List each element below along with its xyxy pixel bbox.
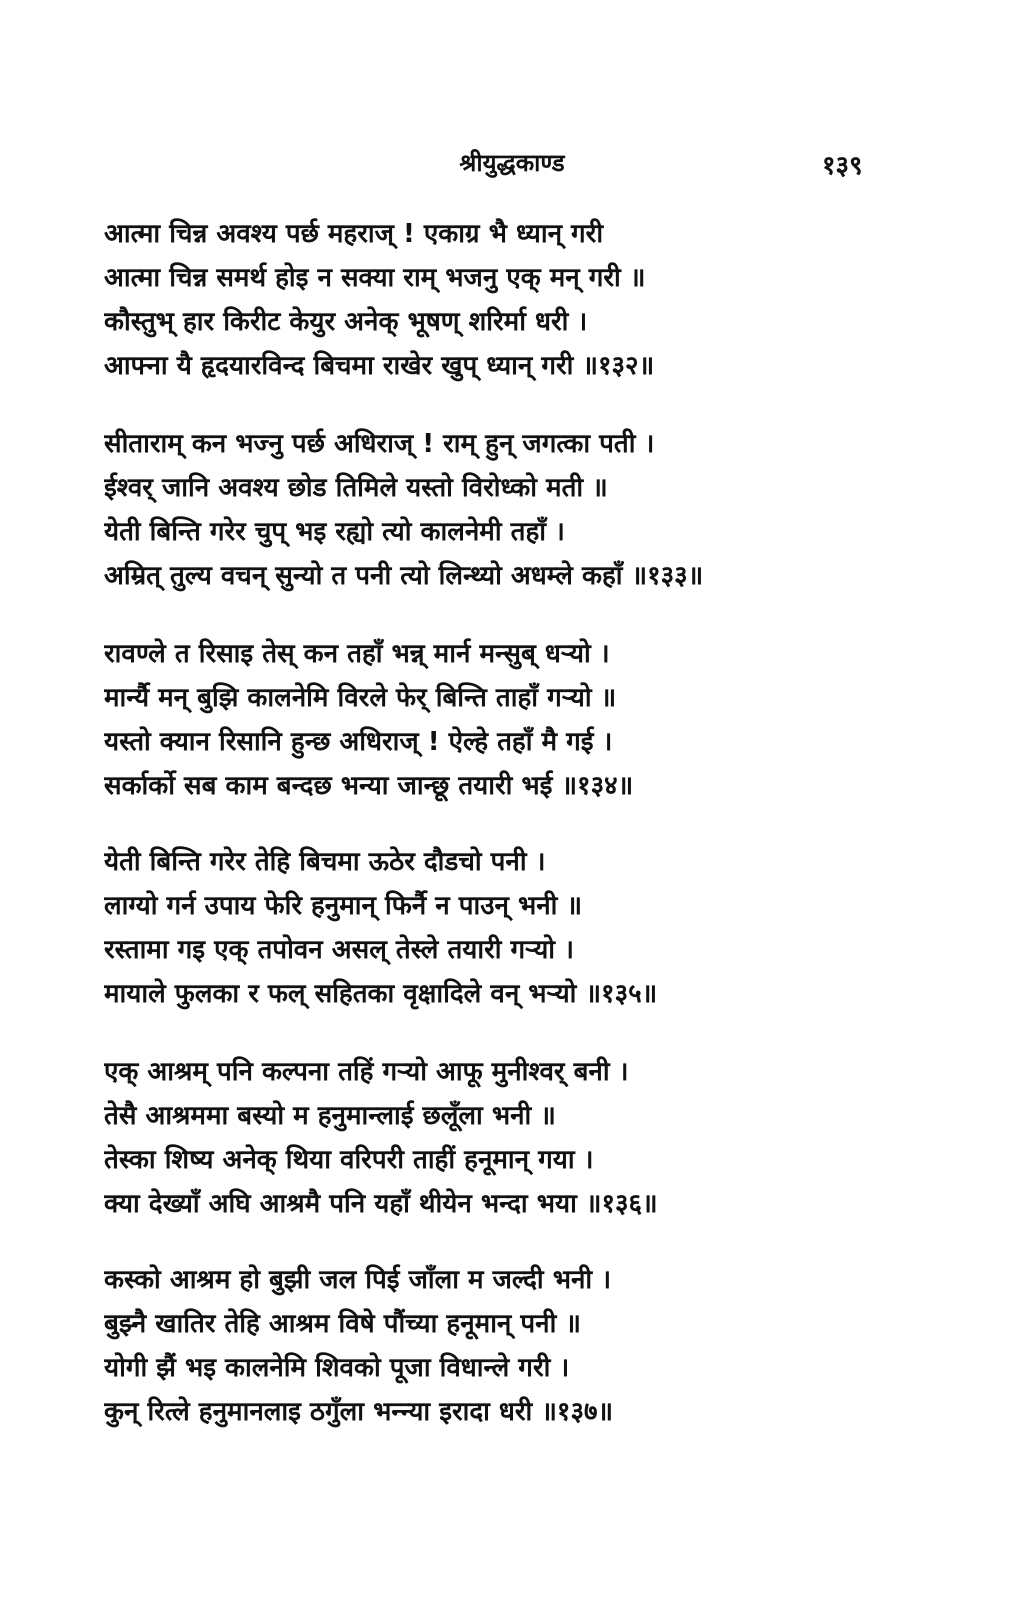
verse-line: कस्को आश्रम हो बुझी जल पिई जाँला म जल्दी भनी ।: [104, 1265, 612, 1295]
verse-line: रावण्ले त रिसाइ तेस् कन तहाँ भन्न् मार्न मन्सुब् धर्‍यो ।: [104, 639, 610, 669]
verse-line: अम्रित् तुल्य वचन् सुन्यो त पनी त्यो लिन्थ्यो अधम्ले कहाँ ॥१३३॥: [104, 561, 704, 591]
verse-line: सीताराम् कन भज्नु पर्छ अधिराज् ! राम् हुन् जगत्का पती ।: [104, 429, 655, 459]
verse-line: आत्मा चिन्न समर्थ होइ न सक्या राम् भजनु एक् मन् गरी ॥: [104, 263, 646, 293]
verse-line: ईश्वर् जानि अवश्य छोड तिमिले यस्तो विरोध्को मती ॥: [104, 473, 608, 503]
verse-line: येती बिन्ति गरेर चुप् भइ रह्यो त्यो कालनेमी तहाँ ।: [104, 517, 565, 547]
verse-line: सर्कार्को सब काम बन्दछ भन्या जान्छू तयारी भई ॥१३४॥: [104, 771, 634, 801]
verse-135: [104, 840, 869, 1016]
verse-line: क्या देख्याँ अघि आश्रमै पनि यहाँ थीयेन भन्दा भया ॥१३६॥: [104, 1189, 658, 1219]
verse-137: [104, 1258, 869, 1434]
verse-line: कौस्तुभ् हार किरीट केयुर अनेक् भूषण् शरिर्मा धरी ।: [104, 307, 588, 337]
verse-line: मायाले फुलका र फल् सहितका वृक्षादिले वन् भर्‍यो ॥१३५॥: [104, 979, 658, 1009]
verse-line: येती बिन्ति गरेर तेहि बिचमा ऊठेर दौडचो पनी ।: [104, 847, 546, 877]
verse-line: लाग्यो गर्न उपाय फेरि हनुमान् फिर्नै न पाउन् भनी ॥: [104, 891, 583, 921]
verse-line: योगी झैं भइ कालनेमि शिवको पूजा विधान्ले गरी ।: [104, 1353, 570, 1383]
verse-132: [104, 212, 869, 388]
verse-line: कुन् रित्ले हनुमानलाइ ठगुँला भन्न्या इरादा धरी ॥१३७॥: [104, 1397, 614, 1427]
verse-line: मार्न्यै मन् बुझि कालनेमि विरले फेर् बिन्ति ताहाँ गर्‍यो ॥: [104, 683, 617, 713]
verse-line: आफ्ना यै हृदयारविन्द बिचमा राखेर खुप् ध्यान् गरी ॥१३२॥: [104, 351, 655, 381]
verse-133: [104, 422, 869, 598]
verse-line: आत्मा चिन्न अवश्य पर्छ महराज् ! एकाग्र भै ध्यान् गरी: [104, 219, 604, 249]
verse-line: एक् आश्रम् पनि कल्पना तहिं गर्‍यो आफू मुनीश्वर् बनी ।: [104, 1057, 629, 1087]
running-title: श्रीयुद्धकाण्ड: [459, 149, 565, 177]
verse-line: तेसै आश्रममा बस्यो म हनुमान्लाई छलूँला भनी ॥: [104, 1101, 556, 1131]
verse-line: रस्तामा गइ एक् तपोवन असल् तेस्ले तयारी गर्‍यो ।: [104, 935, 574, 965]
verse-134: [104, 632, 869, 808]
verse-136: [104, 1050, 869, 1226]
page-number: १३९: [822, 151, 863, 181]
verse-line: यस्तो क्यान रिसानि हुन्छ अधिराज् ! ऐल्हे तहाँ मै गई ।: [104, 727, 613, 757]
verse-line: बुझ्नै खातिर तेहि आश्रम विषे पौंच्या हनूमान् पनी ॥: [104, 1309, 581, 1339]
verse-line: तेस्का शिष्य अनेक् थिया वरिपरी ताहीं हनूमान् गया ।: [104, 1145, 594, 1175]
